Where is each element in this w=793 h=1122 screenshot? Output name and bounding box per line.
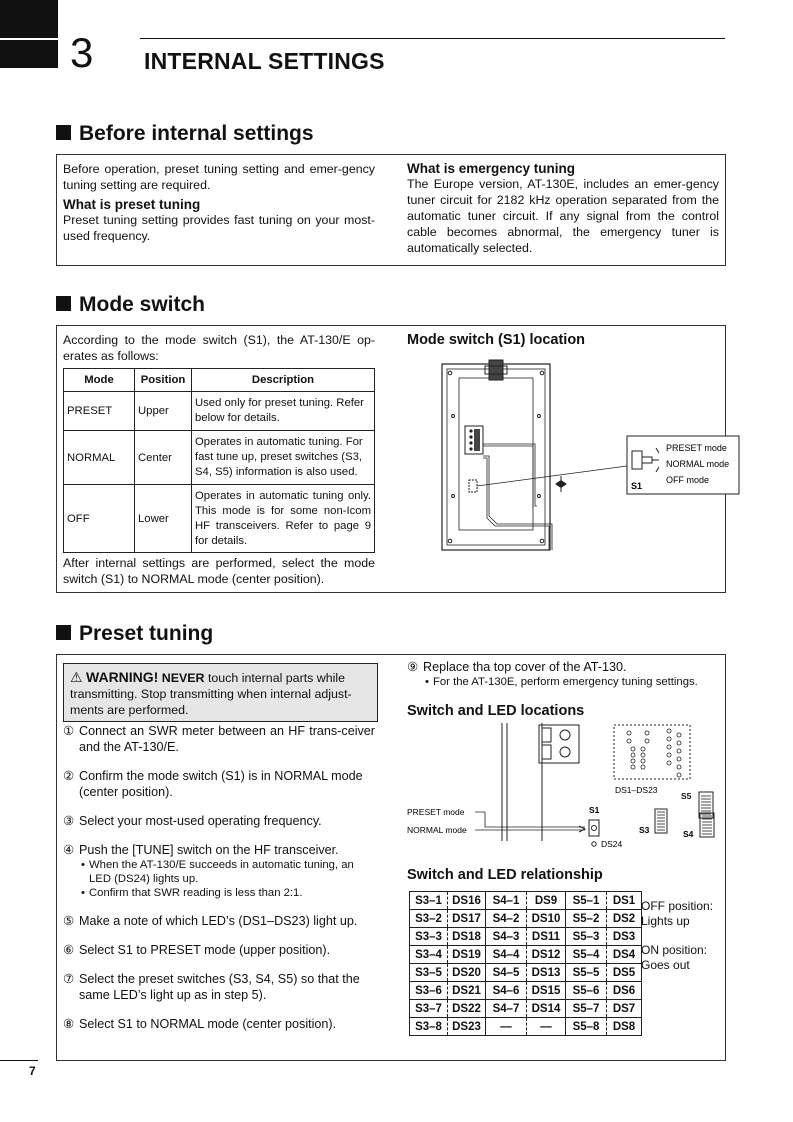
preset-text: Preset tuning setting provides fast tuning on your most-used frequency. xyxy=(63,213,375,243)
square-bullet-icon xyxy=(56,625,71,640)
th-description: Description xyxy=(192,369,375,392)
cell: S4–1 xyxy=(486,892,527,910)
before-intro: Before operation, preset tuning setting and emer-gency tuning setting are required. xyxy=(63,162,375,192)
mode-intro: According to the mode switch (S1), the AT-130/E op-erates as follows: xyxy=(63,333,375,363)
on-position-note xyxy=(641,943,707,973)
section-heading-before: Before internal settings xyxy=(56,122,314,146)
cell: S5–5 xyxy=(566,964,607,982)
chapter-title: INTERNAL SETTINGS xyxy=(144,48,385,74)
warning-never: NEVER xyxy=(161,671,205,685)
cell: DS15 xyxy=(527,982,566,1000)
cell: DS23 xyxy=(448,1018,486,1036)
th-position: Position xyxy=(135,369,192,392)
cell-mode: NORMAL xyxy=(64,431,135,485)
callout-normal: NORMAL mode xyxy=(666,459,730,469)
cell: DS13 xyxy=(527,964,566,982)
cell: DS2 xyxy=(607,910,642,928)
cell: S5–1 xyxy=(566,892,607,910)
cell: DS5 xyxy=(607,964,642,982)
s5-label: S5 xyxy=(681,791,692,801)
preset-box xyxy=(56,654,726,1061)
cell: DS20 xyxy=(448,964,486,982)
table-row xyxy=(410,964,642,982)
step-9: ⑨ Replace tha top cover of the AT-130. xyxy=(407,660,627,674)
cell: DS4 xyxy=(607,946,642,964)
emergency-text: The Europe version, AT-130E, includes an emer-gency tuner circuit for 2182 kHz operation separated from the automatic tuner circuit. If any signal from the control cable becomes abnormal, the emergency tuner is automatically selected. xyxy=(407,177,719,255)
emergency-title: What is emergency tuning xyxy=(407,161,576,176)
cell: — xyxy=(527,1018,566,1036)
switch-led-locations-title: Switch and LED locations xyxy=(407,703,585,719)
before-left-col xyxy=(63,161,375,244)
square-bullet-icon xyxy=(56,296,71,311)
cell: S4–6 xyxy=(486,982,527,1000)
cell-position: Center xyxy=(135,431,192,485)
cell: DS19 xyxy=(448,946,486,964)
step4-bullet-1: • When the AT-130/E succeeds in automatic tuning, an LED (DS24) lights up. xyxy=(81,859,354,885)
cell-mode: PRESET xyxy=(64,392,135,431)
cell: DS7 xyxy=(607,1000,642,1018)
cell: DS1 xyxy=(607,892,642,910)
cell: DS10 xyxy=(527,910,566,928)
table-row xyxy=(410,1000,642,1018)
cell-position: Lower xyxy=(135,485,192,553)
on-position-label: ON position: xyxy=(641,943,708,957)
cell: S4–7 xyxy=(486,1000,527,1018)
ds24-label: DS24 xyxy=(601,839,623,849)
mode-location-title: Mode switch (S1) location xyxy=(407,332,586,348)
cell: DS21 xyxy=(448,982,486,1000)
cell: DS3 xyxy=(607,928,642,946)
mode-table-header xyxy=(64,369,375,392)
cell: S3–8 xyxy=(410,1018,448,1036)
cell: DS6 xyxy=(607,982,642,1000)
table-row xyxy=(410,892,642,910)
step-5: ⑤ Make a note of which LED’s (DS1–DS23) light up. xyxy=(63,914,358,928)
page-number: 7 xyxy=(29,1064,36,1078)
cell: S5–8 xyxy=(566,1018,607,1036)
relationship-table xyxy=(409,891,642,1036)
cell: DS12 xyxy=(527,946,566,964)
mode-box xyxy=(56,325,730,593)
preset-title: What is preset tuning xyxy=(63,197,201,212)
mode-after-text: After internal settings are performed, select the mode switch (S1) to NORMAL mode (center position). xyxy=(63,556,375,586)
step-8: ⑧ Select S1 to NORMAL mode (center position). xyxy=(63,1017,337,1031)
cell-description: Operates in automatic tuning only. This mode is for some non-Icom HF transceivers. Refer to page 9 for details. xyxy=(192,485,375,553)
section-heading-preset: Preset tuning xyxy=(56,622,213,646)
section-heading-mode: Mode switch xyxy=(56,293,205,317)
warning-text: touch internal parts while transmitting. Stop transmitting when internal adjust-ments are performed. xyxy=(70,671,352,717)
table-row xyxy=(64,392,375,431)
mode-table xyxy=(63,368,375,553)
cell: DS16 xyxy=(448,892,486,910)
chapter-tab xyxy=(0,0,58,68)
step-7: ⑦ Select the preset switches (S3, S4, S5) so that the same LED’s light up as in step 5). xyxy=(63,972,360,1002)
step-2: ② Confirm the mode switch (S1) is in NORMAL mode (center position). xyxy=(63,769,363,799)
cell: S3–6 xyxy=(410,982,448,1000)
cell: DS17 xyxy=(448,910,486,928)
step-1: ① Connect an SWR meter between an HF trans-ceiver and the AT-130/E. xyxy=(63,724,375,754)
warning-text-block xyxy=(70,669,372,718)
cell: S5–7 xyxy=(566,1000,607,1018)
before-right-col xyxy=(407,161,719,256)
step-6: ⑥ Select S1 to PRESET mode (upper position). xyxy=(63,943,331,957)
normal-mode-label: NORMAL mode xyxy=(407,825,467,835)
cell: DS18 xyxy=(448,928,486,946)
cell: S5–6 xyxy=(566,982,607,1000)
table-row xyxy=(410,928,642,946)
switch-led-location-diagram xyxy=(407,721,727,849)
cell: S3–2 xyxy=(410,910,448,928)
cell: S3–4 xyxy=(410,946,448,964)
table-row xyxy=(410,982,642,1000)
before-box xyxy=(56,154,726,266)
off-position-label: OFF position: xyxy=(641,899,714,913)
footer-rule xyxy=(0,1060,38,1061)
table-row xyxy=(410,1018,642,1036)
chapter-number: 3 xyxy=(70,29,94,76)
step9-bullet: • For the AT-130E, perform emergency tuning settings. xyxy=(425,676,698,688)
cell: S4–5 xyxy=(486,964,527,982)
table-row xyxy=(64,485,375,553)
on-position-desc: Goes out xyxy=(641,958,690,972)
chapter-rule xyxy=(140,38,725,39)
cell: S3–1 xyxy=(410,892,448,910)
cell-description: Operates in automatic tuning. For fast tune up, preset switches (S3, S4, S5) information is also used. xyxy=(192,431,375,485)
cell: S4–4 xyxy=(486,946,527,964)
s3-label: S3 xyxy=(639,825,650,835)
s1-label: S1 xyxy=(589,805,600,815)
table-row xyxy=(64,431,375,485)
s5-switch-icon xyxy=(697,790,717,820)
step-9-block xyxy=(407,659,719,689)
callout-off: OFF mode xyxy=(666,475,710,485)
callout-s1: S1 xyxy=(631,481,643,491)
chapter-tab-divider xyxy=(0,38,58,40)
mode-switch-location-diagram xyxy=(427,356,730,556)
cell: S3–7 xyxy=(410,1000,448,1018)
off-position-desc: Lights up xyxy=(641,914,690,928)
cell: S4–3 xyxy=(486,928,527,946)
steps-list xyxy=(63,723,375,1032)
cell: S4–2 xyxy=(486,910,527,928)
warning-label: WARNING! xyxy=(86,669,159,685)
cell: DS14 xyxy=(527,1000,566,1018)
cell: DS11 xyxy=(527,928,566,946)
off-position-note xyxy=(641,899,713,929)
ds-range-label: DS1–DS23 xyxy=(615,785,658,795)
cell: S5–2 xyxy=(566,910,607,928)
cell: DS22 xyxy=(448,1000,486,1018)
cell-description: Used only for preset tuning. Refer below for details. xyxy=(192,392,375,431)
cell: S5–3 xyxy=(566,928,607,946)
switch-led-relationship-title: Switch and LED relationship xyxy=(407,867,603,883)
cell: S5–4 xyxy=(566,946,607,964)
cell: DS9 xyxy=(527,892,566,910)
cell: S3–3 xyxy=(410,928,448,946)
callout-preset: PRESET mode xyxy=(666,443,727,453)
cell: S3–5 xyxy=(410,964,448,982)
preset-mode-label: PRESET mode xyxy=(407,807,465,817)
table-row xyxy=(410,946,642,964)
th-mode: Mode xyxy=(64,369,135,392)
cell-position: Upper xyxy=(135,392,192,431)
step4-bullet-2: • Confirm that SWR reading is less than 2:1. xyxy=(81,887,303,899)
s4-label: S4 xyxy=(683,829,694,839)
cell: DS8 xyxy=(607,1018,642,1036)
warning-triangle-icon: ⚠ xyxy=(70,669,83,685)
table-row xyxy=(410,910,642,928)
cell: — xyxy=(486,1018,527,1036)
step-4: ④ Push the [TUNE] switch on the HF transceiver. xyxy=(63,843,339,857)
square-bullet-icon xyxy=(56,125,71,140)
step-3: ③ Select your most-used operating frequency. xyxy=(63,814,322,828)
warning-box xyxy=(63,663,378,722)
cell-mode: OFF xyxy=(64,485,135,553)
